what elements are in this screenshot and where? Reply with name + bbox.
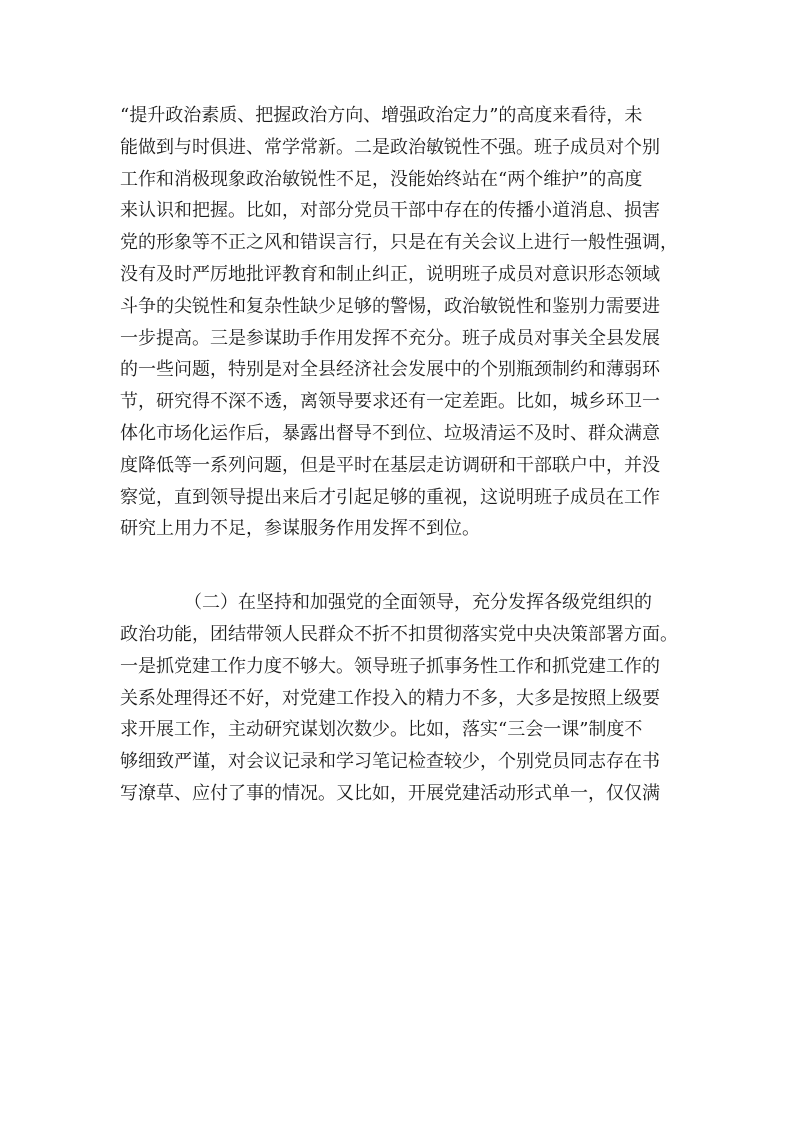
paragraph-gap xyxy=(120,545,680,587)
text-line: 求开展工作，主动研究谋划次数少。比如，落实“三会一课”制度不 xyxy=(120,719,643,741)
document-page xyxy=(120,100,680,810)
text-line: “提升政治素质、把握政治方向、增强政治定力”的高度来看待，未 xyxy=(120,105,643,126)
text-line: 来认识和把握。比如，对部分党员干部中存在的传播小道消息、损害 xyxy=(120,200,660,222)
text-line: 一是抓党建工作力度不够大。领导班子抓事务性工作和抓党建工作的 xyxy=(120,655,660,677)
text-line: 察觉，直到领导提出来后才引起足够的重视，这说明班子成员在工作 xyxy=(120,486,660,508)
text-line: 节，研究得不深不透，离领导要求还有一定差距。比如，城乡环卫一 xyxy=(120,391,660,413)
text-line: 党的形象等不正之风和错误言行，只是在有关会议上进行一般性强调， xyxy=(120,232,678,254)
text-line: 政治功能，团结带领人民群众不折不扣贯彻落实党中央决策部署方面。 xyxy=(120,623,678,645)
paragraph-1 xyxy=(120,100,680,545)
section-heading-line: （二）在坚持和加强党的全面领导，充分发挥各级党组织的 xyxy=(184,592,652,614)
text-line: 关系处理得还不好，对党建工作投入的精力不多，大多是按照上级要 xyxy=(120,687,660,709)
text-line: 的一些问题，特别是对全县经济社会发展中的个别瓶颈制约和薄弱环 xyxy=(120,359,660,381)
text-line: 一步提高。三是参谋助手作用发挥不充分。班子成员对事关全县发展 xyxy=(120,327,660,349)
text-line: 研究上用力不足，参谋服务作用发挥不到位。 xyxy=(120,518,480,540)
text-line: 够细致严谨，对会议记录和学习笔记检查较少，个别党员同志存在书 xyxy=(120,751,660,773)
text-line: 工作和消极现象政治敏锐性不足，没能始终站在“两个维护”的高度 xyxy=(120,168,643,190)
paragraph-2 xyxy=(120,587,680,810)
text-line: 度降低等一系列问题，但是平时在基层走访调研和干部联户中，并没 xyxy=(120,454,660,476)
text-line: 体化市场化运作后，暴露出督导不到位、垃圾清运不及时、群众满意 xyxy=(120,422,660,444)
text-line: 没有及时严厉地批评教育和制止纠正，说明班子成员对意识形态领域 xyxy=(120,263,660,285)
text-line: 斗争的尖锐性和复杂性缺少足够的警惕，政治敏锐性和鉴别力需要进 xyxy=(120,295,660,317)
text-line: 写潦草、应付了事的情况。又比如，开展党建活动形式单一，仅仅满 xyxy=(120,782,660,804)
text-line: 能做到与时俱进、常学常新。二是政治敏锐性不强。班子成员对个别 xyxy=(120,136,660,158)
